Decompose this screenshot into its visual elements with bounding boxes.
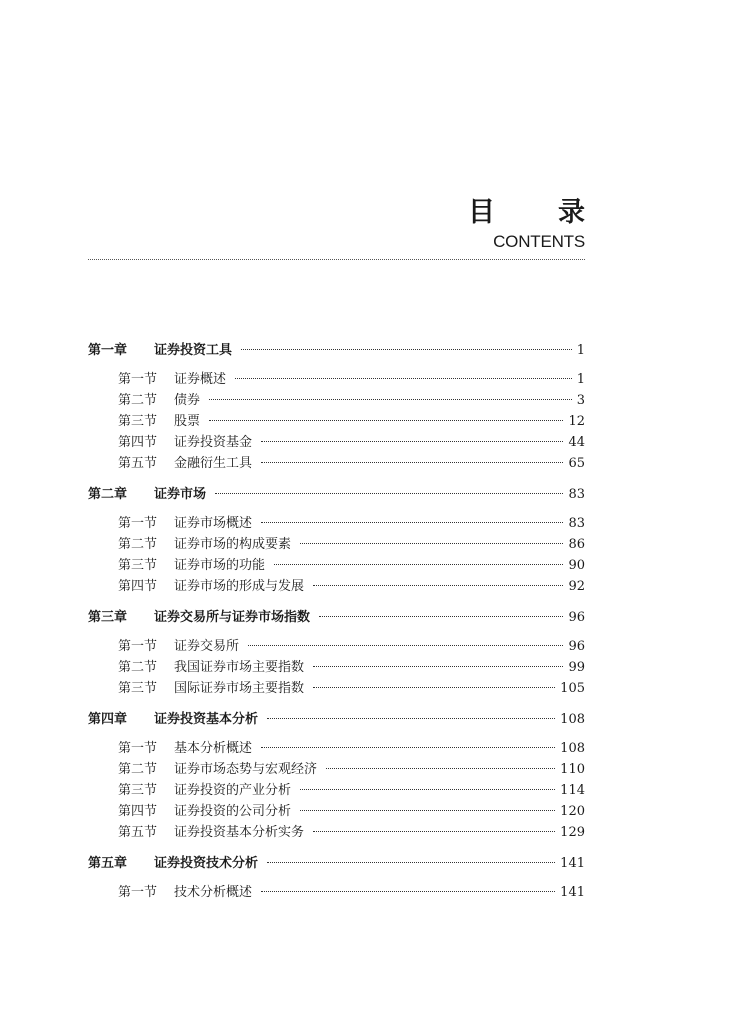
section-title: 证券投资基本分析实务 (174, 825, 305, 840)
section-title: 证券市场的构成要素 (174, 537, 292, 552)
section-page-number: 1 (576, 372, 585, 387)
dot-leader (215, 493, 563, 494)
section-entry[interactable] (88, 738, 585, 759)
section-page-number: 65 (568, 456, 585, 471)
section-title: 国际证券市场主要指数 (174, 681, 305, 696)
section-number: 第四节 (118, 804, 158, 819)
section-page-number: 108 (560, 741, 585, 756)
header-divider (88, 259, 585, 260)
chapter-entry[interactable] (88, 709, 585, 730)
chapter-page-number: 96 (568, 610, 585, 625)
chapter-number: 第五章 (88, 856, 128, 871)
section-entry[interactable] (88, 678, 585, 699)
section-entry[interactable] (88, 390, 585, 411)
section-number: 第一节 (118, 639, 158, 654)
section-page-number: 12 (568, 414, 585, 429)
dot-leader (313, 687, 555, 688)
section-page-number: 110 (560, 762, 585, 777)
chapter-title: 证券投资工具 (154, 343, 233, 358)
section-page-number: 92 (568, 579, 585, 594)
chapter-page-number: 108 (560, 712, 585, 727)
dot-leader (300, 789, 555, 790)
section-title: 基本分析概述 (174, 741, 253, 756)
section-page-number: 99 (568, 660, 585, 675)
section-number: 第三节 (118, 558, 158, 573)
dot-leader (209, 399, 572, 400)
section-number: 第二节 (118, 762, 158, 777)
section-entry[interactable] (88, 534, 585, 555)
dot-leader (300, 810, 555, 811)
dot-leader (313, 666, 563, 667)
dot-leader (326, 768, 555, 769)
dot-leader (261, 891, 555, 892)
section-entry[interactable] (88, 555, 585, 576)
section-number: 第三节 (118, 681, 158, 696)
section-title: 证券市场态势与宏观经济 (174, 762, 318, 777)
section-page-number: 114 (560, 783, 585, 798)
section-title: 债券 (174, 393, 201, 408)
section-page-number: 90 (568, 558, 585, 573)
table-of-contents (88, 340, 585, 903)
dot-leader (261, 747, 555, 748)
dot-leader (267, 862, 555, 863)
section-entry[interactable] (88, 780, 585, 801)
section-title: 证券市场概述 (174, 516, 253, 531)
chapter-entry[interactable] (88, 484, 585, 505)
section-title: 证券市场的功能 (174, 558, 266, 573)
section-entry[interactable] (88, 513, 585, 534)
chapter-entry[interactable] (88, 853, 585, 874)
section-entry[interactable] (88, 636, 585, 657)
section-number: 第四节 (118, 579, 158, 594)
section-number: 第四节 (118, 435, 158, 450)
dot-leader (261, 441, 563, 442)
chapter-number: 第四章 (88, 712, 128, 727)
section-entry[interactable] (88, 369, 585, 390)
section-page-number: 83 (568, 516, 585, 531)
section-title: 证券投资的公司分析 (174, 804, 292, 819)
section-number: 第一节 (118, 741, 158, 756)
section-title: 证券投资的产业分析 (174, 783, 292, 798)
section-page-number: 105 (560, 681, 585, 696)
chapter-title: 证券投资技术分析 (154, 856, 259, 871)
section-entry[interactable] (88, 576, 585, 597)
chapter-number: 第二章 (88, 487, 128, 502)
section-number: 第一节 (118, 516, 158, 531)
section-page-number: 86 (568, 537, 585, 552)
chapter-entry[interactable] (88, 340, 585, 361)
chapter-page-number: 1 (576, 343, 585, 358)
section-page-number: 141 (560, 885, 585, 900)
section-title: 证券概述 (174, 372, 227, 387)
section-number: 第二节 (118, 660, 158, 675)
section-number: 第三节 (118, 783, 158, 798)
page-subtitle: CONTENTS (493, 232, 585, 251)
section-page-number: 129 (560, 825, 585, 840)
section-title: 金融衍生工具 (174, 456, 253, 471)
dot-leader (248, 645, 563, 646)
dot-leader (209, 420, 563, 421)
section-entry[interactable] (88, 432, 585, 453)
toc-header (88, 196, 603, 252)
section-entry[interactable] (88, 657, 585, 678)
section-title: 股票 (174, 414, 201, 429)
chapter-entry[interactable] (88, 607, 585, 628)
section-number: 第一节 (118, 885, 158, 900)
page-title: 目 录 (468, 197, 603, 228)
dot-leader (313, 585, 563, 586)
section-entry[interactable] (88, 801, 585, 822)
section-title: 证券交易所 (174, 639, 240, 654)
section-title: 我国证券市场主要指数 (174, 660, 305, 675)
dot-leader (274, 564, 563, 565)
section-entry[interactable] (88, 411, 585, 432)
chapter-title: 证券市场 (154, 487, 207, 502)
section-page-number: 3 (576, 393, 585, 408)
section-entry[interactable] (88, 453, 585, 474)
section-entry[interactable] (88, 822, 585, 843)
chapter-number: 第三章 (88, 610, 128, 625)
section-page-number: 44 (568, 435, 585, 450)
chapter-title: 证券交易所与证券市场指数 (154, 610, 311, 625)
section-page-number: 120 (560, 804, 585, 819)
dot-leader (261, 522, 563, 523)
dot-leader (319, 616, 563, 617)
chapter-page-number: 141 (560, 856, 585, 871)
section-number: 第二节 (118, 537, 158, 552)
section-number: 第三节 (118, 414, 158, 429)
section-page-number: 96 (568, 639, 585, 654)
dot-leader (261, 462, 563, 463)
section-number: 第二节 (118, 393, 158, 408)
chapter-number: 第一章 (88, 343, 128, 358)
section-entry[interactable] (88, 882, 585, 903)
section-title: 证券市场的形成与发展 (174, 579, 305, 594)
chapter-title: 证券投资基本分析 (154, 712, 259, 727)
section-number: 第五节 (118, 825, 158, 840)
section-number: 第五节 (118, 456, 158, 471)
section-title: 技术分析概述 (174, 885, 253, 900)
dot-leader (241, 349, 572, 350)
dot-leader (267, 718, 555, 719)
dot-leader (300, 543, 563, 544)
section-title: 证券投资基金 (174, 435, 253, 450)
dot-leader (313, 831, 555, 832)
chapter-page-number: 83 (568, 487, 585, 502)
section-number: 第一节 (118, 372, 158, 387)
section-entry[interactable] (88, 759, 585, 780)
dot-leader (235, 378, 572, 379)
